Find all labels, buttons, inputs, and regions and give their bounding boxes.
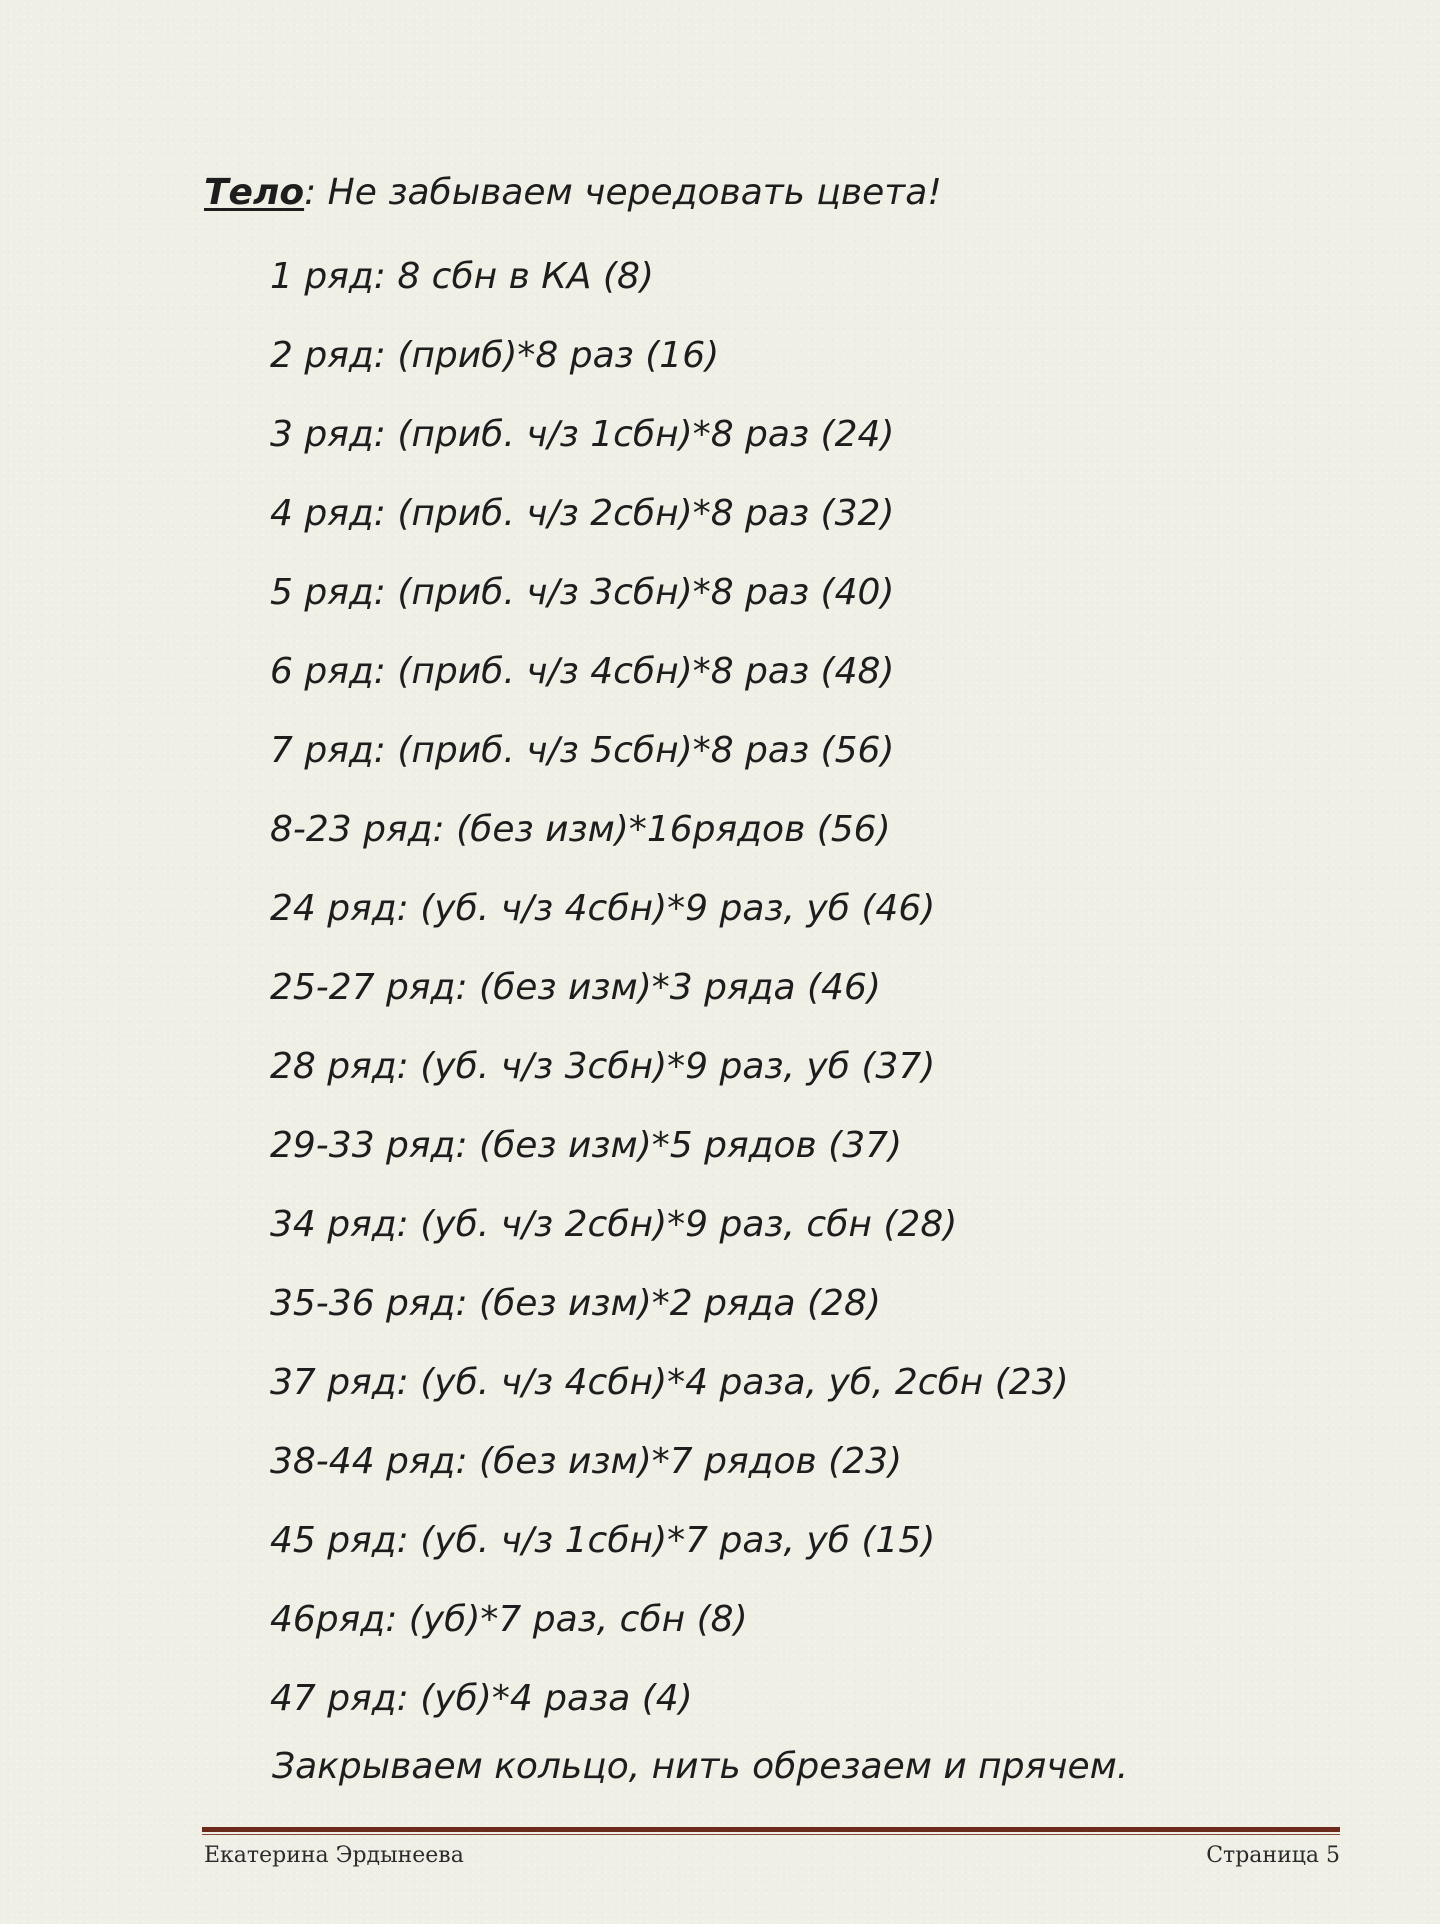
footer-divider <box>202 1827 1340 1832</box>
instruction-list <box>270 252 1069 1753</box>
heading-colon: : <box>304 172 317 213</box>
instruction-row: 45 ряд: (уб. ч/з 1сбн)*7 раз, уб (15) <box>270 1520 936 1561</box>
instruction-row: 37 ряд: (уб. ч/з 4сбн)*4 раза, уб, 2сбн (23) <box>270 1362 1069 1403</box>
section-heading <box>204 172 942 213</box>
footer-author: Екатерина Эрдынеева <box>204 1843 464 1868</box>
instruction-row: 29-33 ряд: (без изм)*5 рядов (37) <box>270 1125 903 1166</box>
instruction-row: 7 ряд: (приб. ч/з 5сбн)*8 раз (56) <box>270 730 895 771</box>
closing-instruction: Закрываем кольцо, нить обрезаем и прячем. <box>272 1746 1129 1787</box>
instruction-row: 6 ряд: (приб. ч/з 4сбн)*8 раз (48) <box>270 651 895 692</box>
instruction-row: 28 ряд: (уб. ч/з 3сбн)*9 раз, уб (37) <box>270 1046 936 1087</box>
instruction-row: 34 ряд: (уб. ч/з 2сбн)*9 раз, сбн (28) <box>270 1204 958 1245</box>
instruction-row: 3 ряд: (приб. ч/з 1сбн)*8 раз (24) <box>270 414 895 455</box>
instruction-row: 25-27 ряд: (без изм)*3 ряда (46) <box>270 967 881 1008</box>
instruction-row: 2 ряд: (приб)*8 раз (16) <box>270 335 720 376</box>
footer-divider-thin <box>202 1834 1340 1835</box>
instruction-row: 47 ряд: (уб)*4 раза (4) <box>270 1678 693 1719</box>
instruction-row: 35-36 ряд: (без изм)*2 ряда (28) <box>270 1283 881 1324</box>
footer-page-number: Страница 5 <box>1206 1843 1340 1868</box>
instruction-row: 1 ряд: 8 сбн в КА (8) <box>270 256 654 297</box>
section-title: Тело <box>204 172 305 213</box>
instruction-row: 5 ряд: (приб. ч/з 3сбн)*8 раз (40) <box>270 572 895 613</box>
instruction-row: 4 ряд: (приб. ч/з 2сбн)*8 раз (32) <box>270 493 895 534</box>
instruction-row: 38-44 ряд: (без изм)*7 рядов (23) <box>270 1441 903 1482</box>
instruction-row: 24 ряд: (уб. ч/з 4сбн)*9 раз, уб (46) <box>270 888 936 929</box>
instruction-row: 8-23 ряд: (без изм)*16рядов (56) <box>270 809 891 850</box>
instruction-row: 46ряд: (уб)*7 раз, сбн (8) <box>270 1599 748 1640</box>
section-note: Не забываем чередовать цвета! <box>316 172 942 213</box>
